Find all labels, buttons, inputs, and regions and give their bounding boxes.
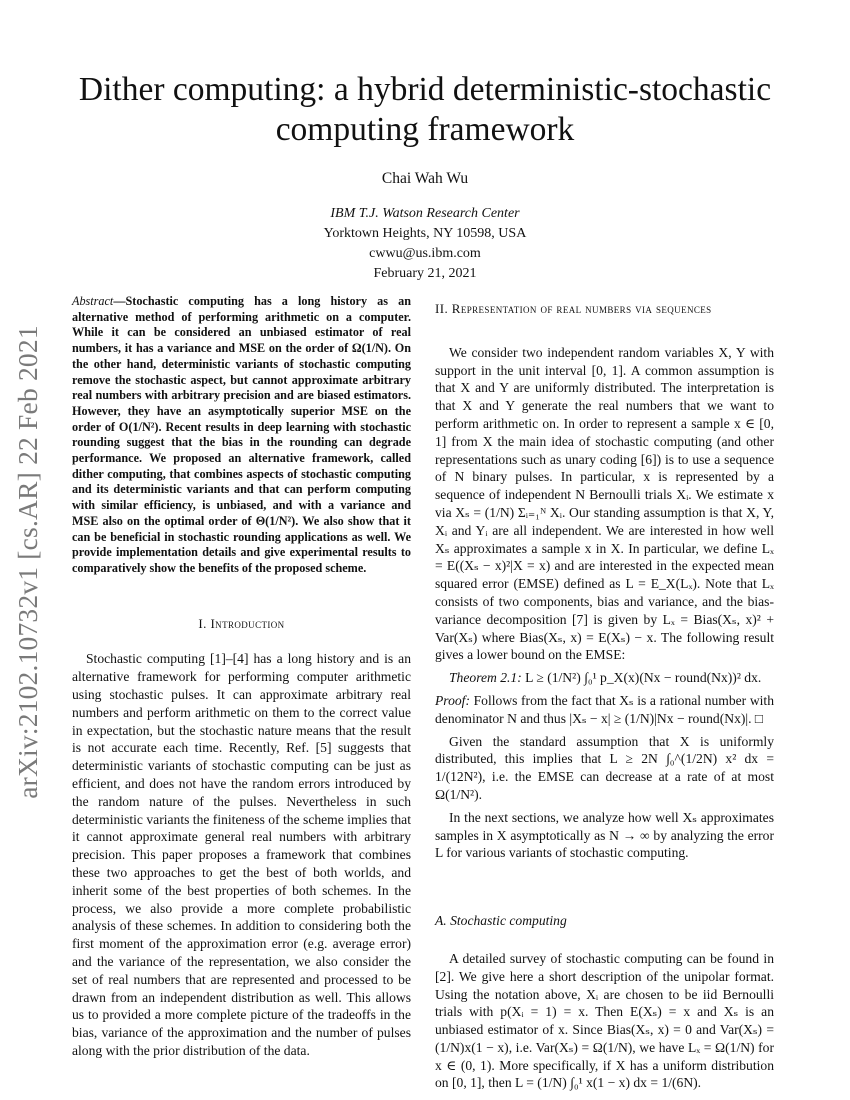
proof-label: Proof:: [435, 692, 470, 708]
author-name: Chai Wah Wu: [381, 170, 469, 187]
arxiv-sidebar: [6, 296, 50, 828]
author-email[interactable]: cwwu@us.ibm.com: [369, 246, 481, 261]
abstract-text: —Stochastic computing has a long history as an alternative method of performing arithmetic on a computer. While it can be considered an unbiased estimator of real numbers, it has a variance and MSE on the order of Ω(1/N). On the other hand, deterministic variants of stochastic computing remove the stochastic aspect, but cannot approximate arbitrary real numbers with arbitrary precision and are biased estimators. However, they have an asymptotically superior MSE on the order of O(1/N²). Recent results in deep learning with stochastic rounding suggest that the bias in the rounding can degrade performance. We proposed an alternative framework, called dither computing, that combines aspects of stochastic computing and its deterministic variants and that can perform computing with similar efficiency, is unbiased, and with a variance and MSE also on the optimal order of Θ(1/N²). We also show that it can be beneficial in stochastic rounding applications as well. We provide implementation details and give experimental results to comparatively show the benefits of the proposed scheme.: [72, 294, 411, 575]
affiliation-block: [0, 204, 850, 284]
subsection-heading-stochastic-computing: A. Stochastic computing: [435, 913, 567, 929]
paper-title: Dither computing: a hybrid deterministic-stochastic computing framework: [78, 71, 772, 148]
abstract-lead: Abstract: [72, 294, 114, 308]
section2-paragraph-2: Given the standard assumption that X is uniformly distributed, this implies that L ≥ 2N ∫₀^(1/2N) x² dx = 1/(12N²), i.e. the EMSE can decrease at a rate of at most Ω(1/N²).: [435, 733, 774, 802]
theorem-2-1: [435, 669, 774, 687]
proof: [435, 692, 774, 728]
section2-paragraph-1: We consider two independent random variables X, Y with support in the unit interval [0, 1]. A common assumption is that X and Y are uniformly distributed. The interpretation is that X and Y generate the real numbers that we want to perform arithmetic on. In order to represent a sample x ∈ [0, 1] from X the main idea of stochastic computing (and other representations such as unary coding [6]) is to use a sequence of N binary pulses. In particular, x is represented by a sequence of independent N Bernoulli trials Xᵢ. We estimate x via Xₛ = (1/N) Σᵢ₌₁ᴺ Xᵢ. Our standing assumption is that X, Y, Xᵢ and Yᵢ are all independent. We are interested in how well Xₛ approximates a sample x in X. In particular, we define Lₓ = E((Xₛ − x)²|X = x) and are interested in the expected mean squared error (EMSE) defined as L = E_X(Lₓ). Note that Lₓ consists of two components, bias and variance, and the bias-variance decomposition [7] is given by Lₓ = Bias(Xₛ, x)² + Var(Xₛ) where Bias(Xₛ, x) = E(Xₛ) − x. The following result gives a lower bound on the EMSE:: [435, 344, 774, 663]
affiliation-org: IBM T.J. Watson Research Center: [330, 206, 520, 221]
right-column: [435, 300, 774, 1097]
proof-text: Follows from the fact that Xₛ is a rational number with denominator N and thus |Xₛ − x| ≥ (1/N)|Nx − round(Nx)|. □: [435, 692, 774, 726]
arxiv-identifier: arXiv:2102.10732v1 [cs.AR] 22 Feb 2021: [12, 325, 43, 799]
introduction-paragraph: Stochastic computing [1]–[4] has a long history and is an alternative framework for performing computer arithmetic using stochastic pulses. It can approximate arbitrary real numbers and perform arithmetic on them to the correct value in expectation, but the stochastic nature means that the result is not accurate each time. Recently, Ref. [5] suggests that deterministic variants of stochastic computing can be just as efficient, and does not have the random errors introduced by the random nature of the pulses. Nevertheless in such deterministic variants the finiteness of the scheme implies that it cannot approximate general real numbers with arbitrary precision. This paper proposes a framework that combines these two approaches to get the best of both worlds, and inherit some of the best properties of both schemes. In the process, we also provide a more complete probabilistic analysis of these schemes. In addition to considering both the first moment of the approximation error (e.g. average error) and the variance of the representation, we also consider the set of real numbers that are represented and processed to be drawn from an independent distribution as well. This allows us to provided a more complete picture of the tradeoffs in the bias, variance of the approximation and the number of pulses along with the prior distribution of the data.: [72, 651, 411, 1058]
section2-paragraph-3: In the next sections, we analyze how well Xₛ approximates samples in X asymptotically as N → ∞ by analyzing the error L for various variants of stochastic computing.: [435, 809, 774, 861]
theorem-label: Theorem 2.1:: [449, 670, 522, 686]
left-column: [72, 294, 411, 1065]
paper-date: February 21, 2021: [373, 266, 477, 281]
section-heading-introduction: I. Introduction: [198, 615, 285, 631]
subsection-paragraph: A detailed survey of stochastic computing can be found in [2]. We give here a short description of the unipolar format. Using the notation above, Xᵢ are chosen to be iid Bernoulli trials with p(Xᵢ = 1) = x. Then E(Xₛ) = x and Xₛ is an unbiased estimator of x. Since Bias(Xₛ, x) = 0 and Var(Xₛ) = (1/N)x(1 − x), i.e. Var(Xₛ) = Ω(1/N), we have Lₓ = Ω(1/N) for x ∈ (0, 1). More specifically, if X has a uniform distribution on [0, 1], then L = (1/N) ∫₀¹ x(1 − x) dx = 1/(6N).: [435, 950, 774, 1091]
affiliation-address: Yorktown Heights, NY 10598, USA: [323, 226, 527, 241]
section-heading-representation: II. Representation of real numbers via sequences: [435, 301, 712, 316]
theorem-text: L ≥ (1/N²) ∫₀¹ p_X(x)(Nx − round(Nx))² dx.: [521, 670, 762, 686]
abstract: [72, 294, 411, 577]
